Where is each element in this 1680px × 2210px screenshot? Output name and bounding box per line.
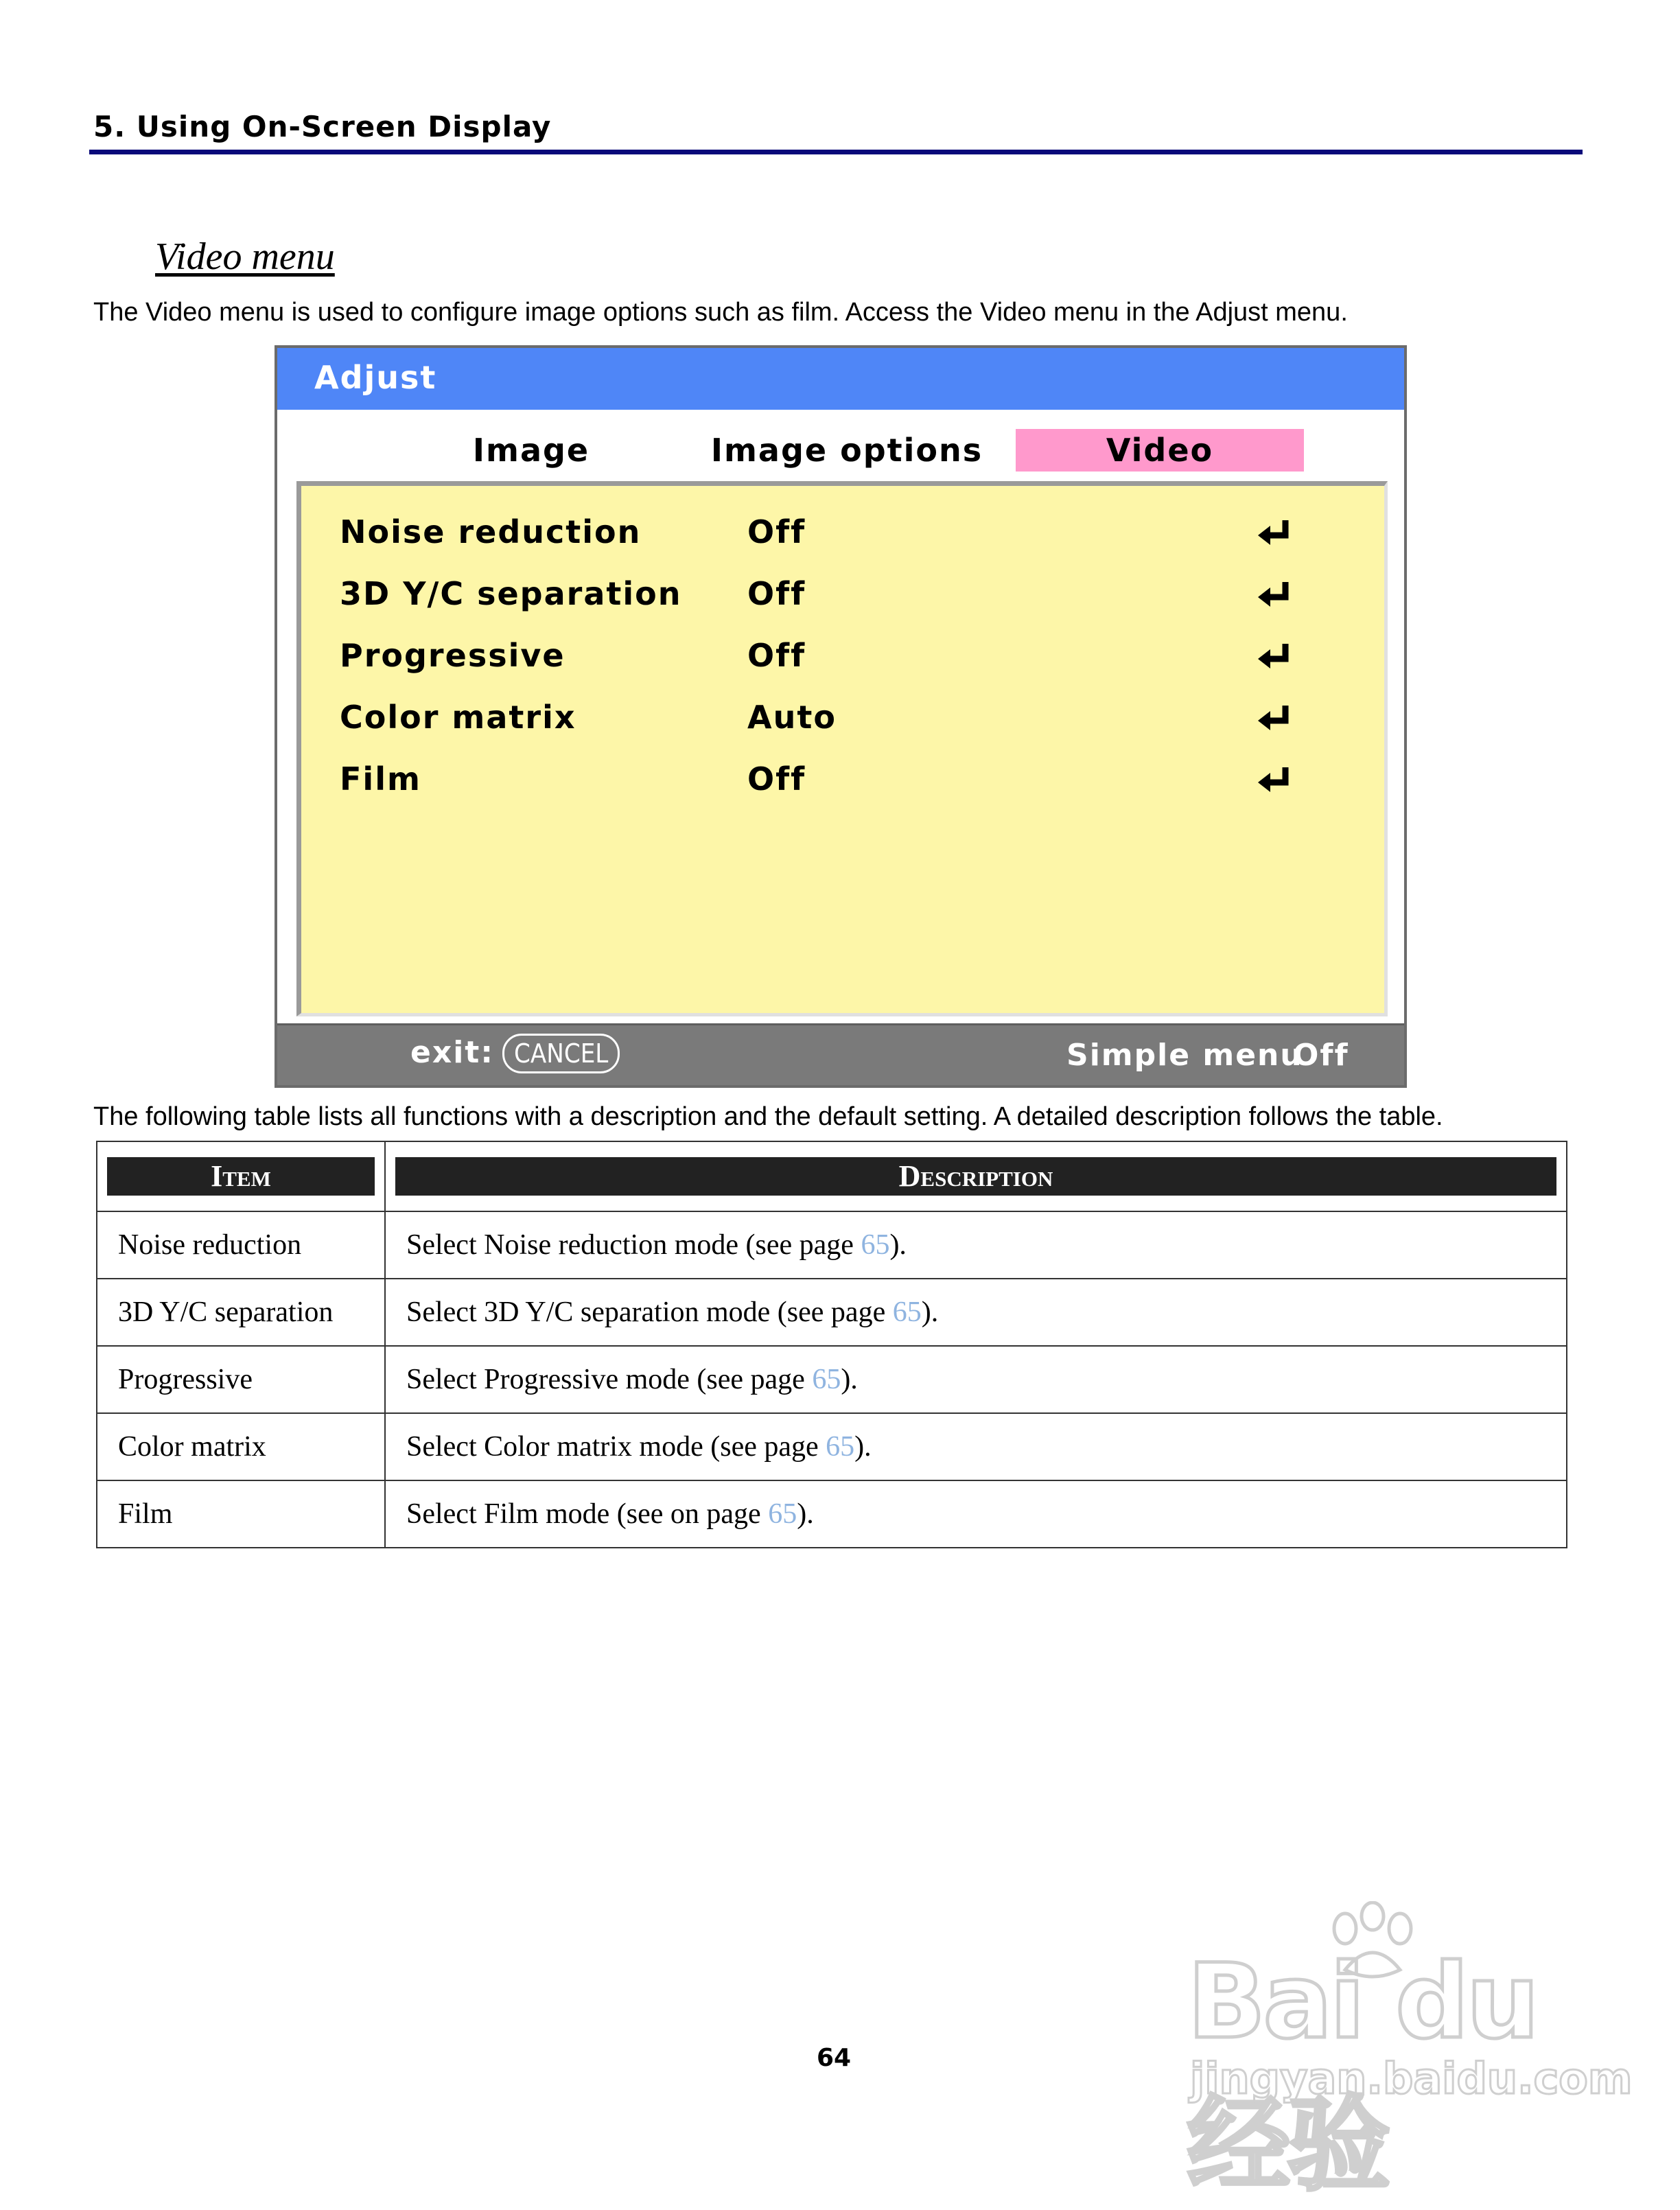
cell-description	[385, 1413, 1567, 1480]
tab-video[interactable]: Video	[1016, 429, 1304, 472]
row-label: Film	[340, 760, 421, 798]
header-cell-description	[385, 1141, 1567, 1211]
simple-menu-value[interactable]: Off	[1293, 1038, 1349, 1073]
cell-item: Noise reduction	[97, 1211, 385, 1279]
header-cell-item	[97, 1141, 385, 1211]
header-item-label: Item	[107, 1157, 375, 1196]
watermark-logo-text: Bai du 经验	[1187, 1942, 1537, 2205]
row-value: Auto	[747, 699, 837, 736]
menu-row-3d-yc-separation[interactable]	[301, 571, 1384, 619]
page-number: 64	[817, 2044, 852, 2072]
functions-table	[96, 1141, 1567, 1548]
description-tail: ).	[889, 1229, 907, 1261]
osd-footer	[277, 1023, 1404, 1085]
enter-icon	[1255, 762, 1296, 800]
row-label: Progressive	[340, 637, 565, 674]
tab-image-options[interactable]: Image options	[710, 432, 983, 469]
cell-item: Progressive	[97, 1346, 385, 1413]
page-link[interactable]: 65	[892, 1296, 922, 1328]
page-link[interactable]: 65	[812, 1364, 841, 1395]
table-row	[97, 1413, 1567, 1480]
enter-icon	[1255, 700, 1296, 738]
description-text: Select Progressive mode (see page	[406, 1364, 813, 1395]
exit-label: exit:	[410, 1035, 494, 1070]
row-label: Color matrix	[340, 699, 576, 736]
table-header-row	[97, 1141, 1567, 1211]
table-row	[97, 1279, 1567, 1346]
menu-row-color-matrix[interactable]	[301, 695, 1384, 743]
cell-description	[385, 1480, 1567, 1548]
description-text: Select Color matrix mode (see page	[406, 1431, 826, 1463]
description-tail: ).	[841, 1364, 858, 1395]
table-row	[97, 1480, 1567, 1548]
header-description-label: Description	[395, 1157, 1556, 1196]
enter-icon	[1255, 638, 1296, 677]
menu-row-progressive[interactable]	[301, 633, 1384, 681]
osd-titlebar	[277, 348, 1404, 410]
row-value: Off	[747, 575, 806, 612]
table-intro-paragraph: The following table lists all functions with a description and the default setting. A detailed description follows the table.	[93, 1102, 1443, 1131]
row-value: Off	[747, 760, 806, 798]
row-label: Noise reduction	[340, 513, 642, 550]
watermark-url: jingyan.baidu.com	[1190, 2054, 1633, 2104]
cancel-button[interactable]: CANCEL	[502, 1034, 620, 1073]
section-title: Video menu	[155, 235, 335, 278]
osd-settings-panel	[296, 481, 1388, 1016]
row-value: Off	[747, 513, 806, 550]
cell-description	[385, 1211, 1567, 1279]
simple-menu-label: Simple menu	[1066, 1038, 1303, 1073]
chapter-header: 5. Using On-Screen Display	[93, 110, 552, 143]
osd-adjust-menu	[275, 345, 1407, 1088]
osd-title: Adjust	[314, 359, 437, 396]
description-text: Select 3D Y/C separation mode (see page	[406, 1296, 893, 1328]
row-label: 3D Y/C separation	[340, 575, 682, 612]
row-value: Off	[747, 637, 806, 674]
cell-item: Color matrix	[97, 1413, 385, 1480]
description-tail: ).	[797, 1498, 814, 1530]
table-row	[97, 1211, 1567, 1279]
page-link[interactable]: 65	[768, 1498, 797, 1530]
menu-row-film[interactable]	[301, 756, 1384, 804]
description-tail: ).	[854, 1431, 872, 1463]
cell-item: Film	[97, 1480, 385, 1548]
tab-image[interactable]: Image	[472, 432, 590, 469]
page-link[interactable]: 65	[826, 1431, 855, 1463]
description-text: Select Noise reduction mode (see page	[406, 1229, 861, 1261]
enter-icon	[1255, 515, 1296, 553]
page-link[interactable]: 65	[861, 1229, 890, 1261]
menu-row-noise-reduction[interactable]	[301, 509, 1384, 557]
header-rule	[89, 150, 1583, 154]
intro-paragraph: The Video menu is used to configure image options such as film. Access the Video menu in the Adjust menu.	[93, 298, 1348, 327]
baidu-watermark	[1180, 1901, 1633, 2205]
enter-icon	[1255, 577, 1296, 615]
cell-description	[385, 1346, 1567, 1413]
table-row	[97, 1346, 1567, 1413]
cell-item: 3D Y/C separation	[97, 1279, 385, 1346]
cell-description	[385, 1279, 1567, 1346]
description-tail: ).	[921, 1296, 939, 1328]
description-text: Select Film mode (see on page	[406, 1498, 769, 1530]
